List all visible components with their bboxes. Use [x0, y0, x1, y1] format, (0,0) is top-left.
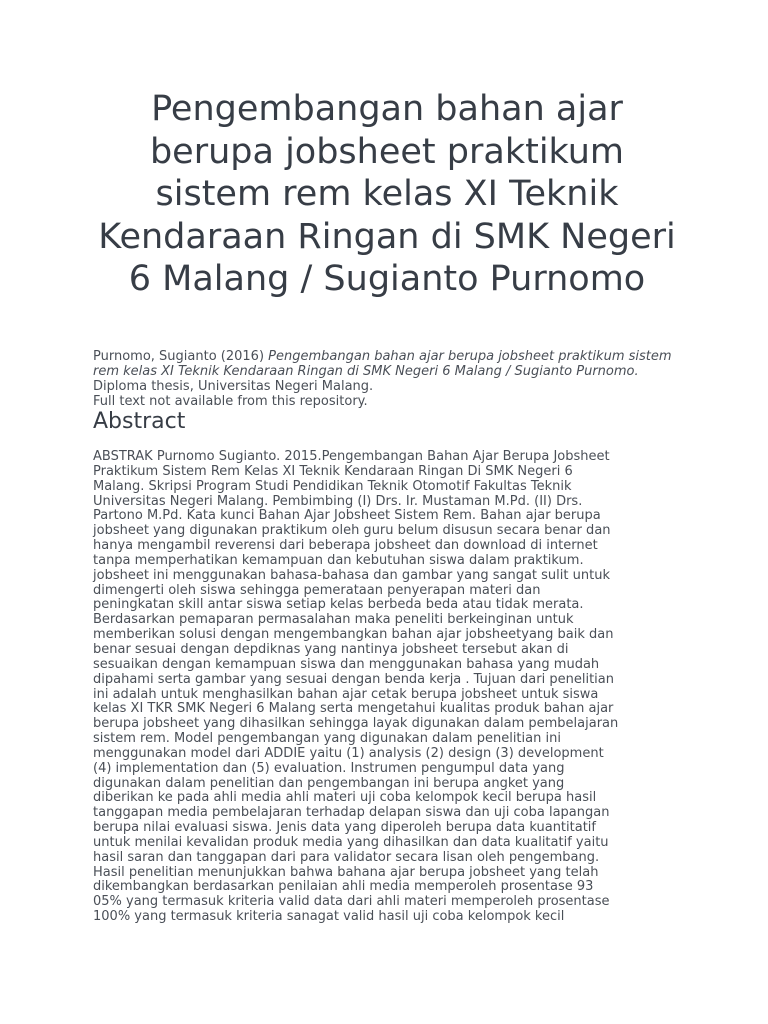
availability-note: Full text not available from this repository.	[93, 394, 368, 409]
citation-publication: Diploma thesis, Universitas Negeri Malang.	[93, 379, 374, 394]
citation-work-title: Pengembangan bahan ajar berupa jobsheet praktikum sistem rem kelas XI Teknik Kendaraan Ringan di SMK Negeri 6 Malang / Sugianto Purnomo.	[93, 349, 672, 379]
abstract-heading: Abstract	[93, 409, 186, 434]
citation-authors-year: Purnomo, Sugianto (2016)	[93, 349, 269, 364]
citation	[93, 349, 678, 409]
document-title: Pengembangan bahan ajar berupa jobsheet praktikum sistem rem kelas XI Teknik Kendaraan Ringan di SMK Negeri 6 Malang / Sugianto Purnomo	[98, 89, 676, 299]
abstract-text: ABSTRAK Purnomo Sugianto. 2015.Pengembangan Bahan Ajar Berupa Jobsheet Praktikum Sistem Rem Kelas XI Teknik Kendaraan Ringan Di SMK Negeri 6 Malang. Skripsi Program Studi Pendidikan Teknik Otomotif Fakultas Teknik Universitas Negeri Malang. Pembimbing (I) Drs. Ir. Mustaman M.Pd. (II) Drs. Partono M.Pd. Kata kunci Bahan Ajar Jobsheet Sistem Rem. Bahan ajar berupa jobsheet yang digunakan praktikum oleh guru belum disusun secara benar dan hanya mengambil reverensi dari beberapa jobsheet dan download di internet tanpa memperhatikan kemampuan dan kebutuhan siswa dalam praktikum. jobsheet ini menggunakan bahasa-bahasa dan gambar yang sangat sulit untuk dimengerti oleh siswa sehingga pemerataan penyerapan materi dan peningkatan skill antar siswa setiap kelas berbeda beda atau tidak merata. Berdasarkan pemaparan permasalahan maka peneliti berkeinginan untuk memberikan solusi dengan mengembangkan bahan ajar jobsheetyang baik dan benar sesuai dengan depdiknas yang nantinya jobsheet tersebut akan di sesuaikan dengan kemampuan siswa dan menggunakan bahasa yang mudah dipahami serta gambar yang sesuai dengan benda kerja . Tujuan dari penelitian ini adalah untuk menghasilkan bahan ajar cetak berupa jobsheet untuk siswa kelas XI TKR SMK Negeri 6 Malang serta mengetahui kualitas produk bahan ajar berupa jobsheet yang dihasilkan sehingga layak digunakan dalam pembelajaran sistem rem. Model pengembangan yang digunakan dalam penelitian ini menggunakan model dari ADDIE yaitu (1) analysis (2) design (3) development (4) implementation dan (5) evaluation. Instrumen pengumpul data yang digunakan dalam penelitian dan pengembangan ini berupa angket yang diberikan ke pada ahli media ahli materi uji coba kelompok kecil berupa hasil tanggapan media pembelajaran terhadap delapan siswa dan uji coba lapangan berupa nilai evaluasi siswa. Jenis data yang diperoleh berupa data kuantitatif untuk menilai kevalidan produk media yang dihasilkan dan data kualitatif yaitu hasil saran dan tanggapan dari para validator secara lisan oleh pengembang. Hasil penelitian menunjukkan bahwa bahana ajar berupa jobsheet yang telah dikembangkan berdasarkan penilaian ahli media memperoleh prosentase 93 05% yang termasuk kriteria valid data dari ahli materi memperoleh prosentase 100% yang termasuk kriteria sanagat valid hasil uji coba kelompok kecil	[93, 449, 619, 925]
